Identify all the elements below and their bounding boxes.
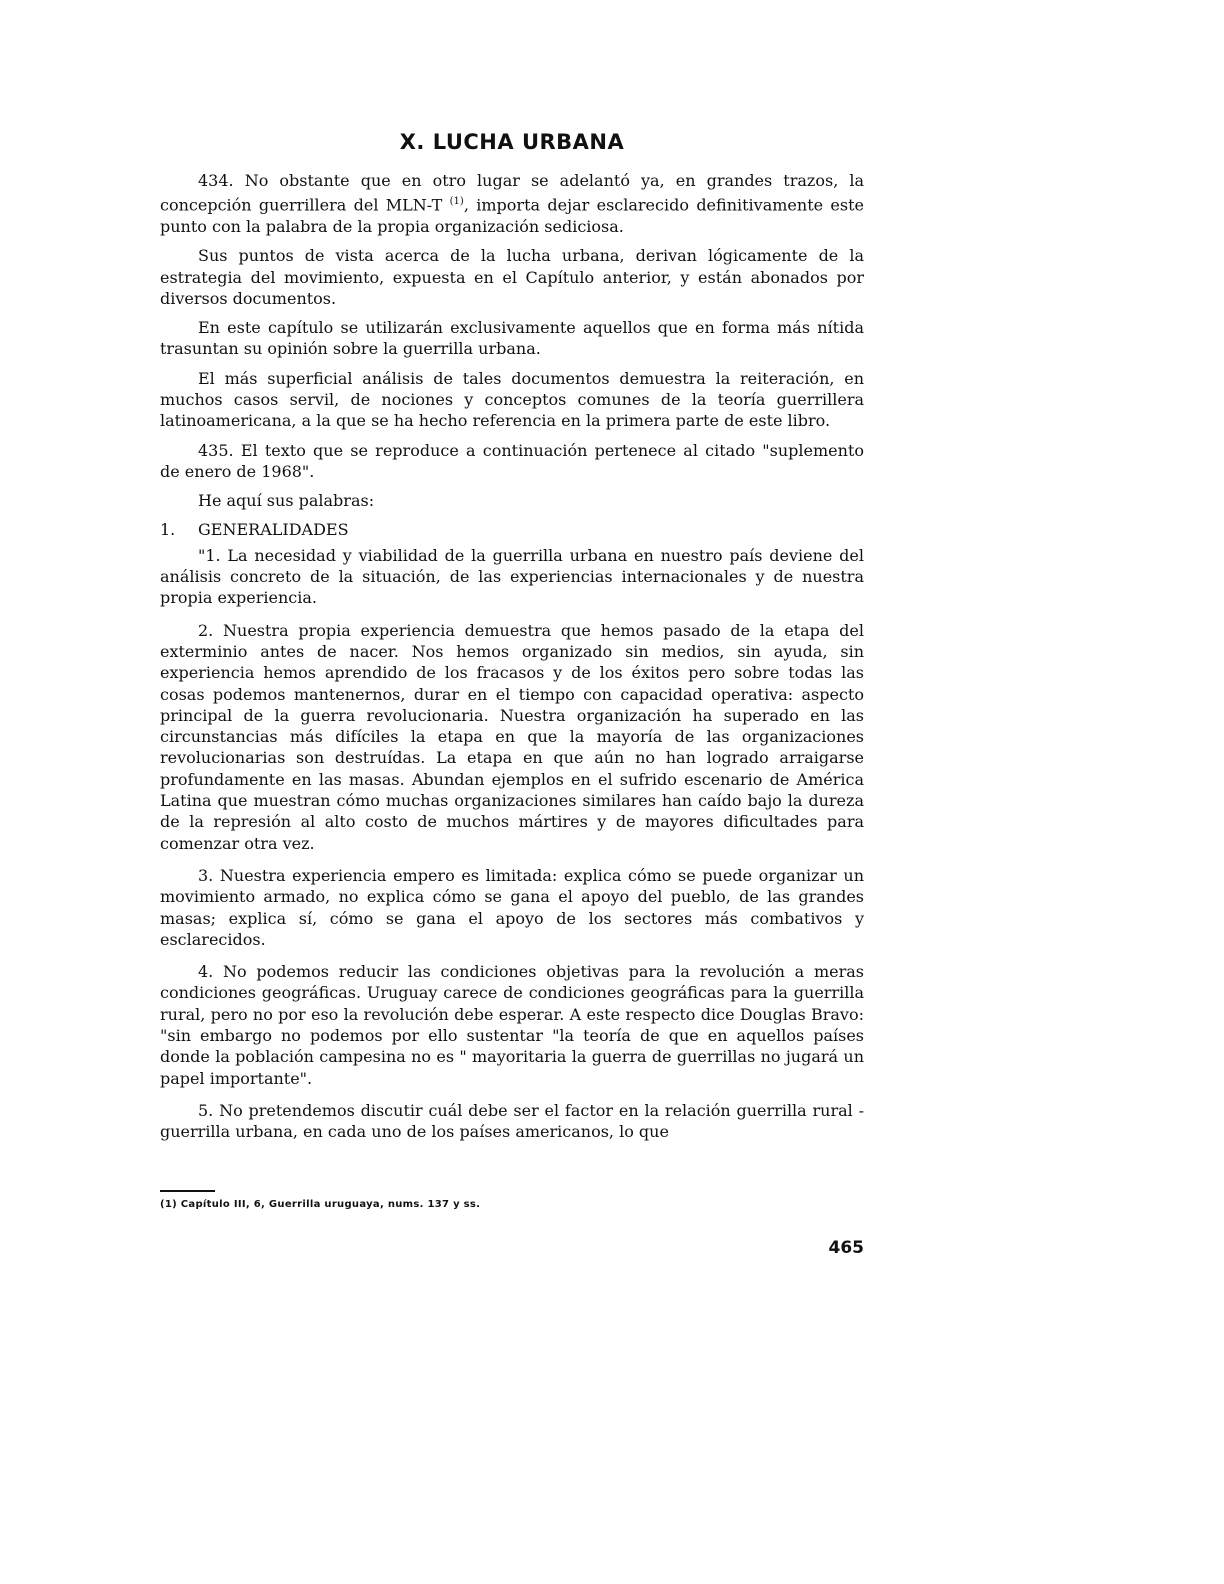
quoted-point-5: 5. No pretendemos discutir cuál debe ser el factor en la relación guerrilla rural - guerrilla urbana, en cada uno de los países americanos, lo que [160,1100,864,1142]
chapter-title: X. LUCHA URBANA [399,130,625,154]
footnote-reference: (1) [449,196,464,208]
body-text [160,170,864,1154]
quoted-point-4: 4. No podemos reducir las condiciones objetivas para la revolución a meras condiciones geográficas. Uruguay carece de condiciones geográficas para la guerrilla rural, pero no por eso la revolución debe esperar. A este respecto dice Douglas Bravo: "sin embargo no podemos por ello sustentar "la teoría de que en aquellos países donde la población campesina no es " mayoritaria la guerra de guerrillas no jugará un papel importante". [160,962,864,1088]
footnote-divider [160,1190,215,1192]
quoted-point-1: "1. La necesidad y viabilidad de la guerrilla urbana en nuestro país deviene del análisis concreto de la situación, de las experiencias internacionales y de nuestra propia experiencia. [160,545,864,608]
paragraph: En este capítulo se utilizarán exclusivamente aquellos que en forma más nítida trasuntan su opinión sobre la guerrilla urbana. [160,318,864,359]
page-number: 465 [828,1238,864,1258]
section-label: GENERALIDADES [198,520,349,540]
paragraph-434 [160,170,864,237]
paragraph: Sus puntos de vista acerca de la lucha urbana, derivan lógicamente de la estrategia del movimiento, expuesta en el Capítulo anterior, y están abonados por diversos documentos. [160,246,864,308]
quoted-point-3: 3. Nuestra experiencia empero es limitada: explica cómo se puede organizar un movimiento armado, no explica cómo se gana el apoyo del pueblo, de las grandes masas; explica sí, cómo se gana el apoyo de los sectores más combativos y esclarecidos. [160,865,864,949]
paragraph-text: , importa dejar esclarecido definitivamente este punto con la palabra de la propia organización sediciosa. [160,195,865,236]
paragraph: El más superficial análisis de tales documentos demuestra la reiteración, en muchos casos servil, de nociones y conceptos comunes de la teoría guerrillera latinoamericana, a la que se ha hecho referencia en la primera parte de este libro. [160,368,864,431]
footnote: (1) Capítulo III, 6, Guerrilla uruguaya, nums. 137 y ss. [160,1199,481,1210]
section-heading [160,519,864,540]
paragraph-text: 434. No obstante que en otro lugar se adelantó ya, en grandes trazos, la concepción guerrillera del MLN-T [160,171,864,215]
section-number: 1. [160,520,176,540]
paragraph: He aquí sus palabras: [198,491,375,511]
quoted-point-2: 2. Nuestra propia experiencia demuestra que hemos pasado de la etapa del exterminio antes de nacer. Nos hemos organizado sin medios, sin ayuda, sin experiencia hemos aprendido de los fracasos y de los éxitos pero sobre todas las cosas podemos mantenernos, durar en el tiempo con capacidad operativa: aspecto principal de la guerra revolucionaria. Nuestra organización ha superado en las circunstancias más difíciles la etapa en que la mayoría de las organizaciones revolucionarias son destruídas. La etapa en que aún no han logrado arraigarse profundamente en las masas. Abundan ejemplos en el sufrido escenario de América Latina que muestran cómo muchas organizaciones similares han caído bajo la dureza de la represión al alto costo de muchos mártires y de mayores dificultades para comenzar otra vez. [160,620,864,853]
paragraph-435: 435. El texto que se reproduce a continuación pertenece al citado "suplemento de enero de 1968". [160,440,864,481]
